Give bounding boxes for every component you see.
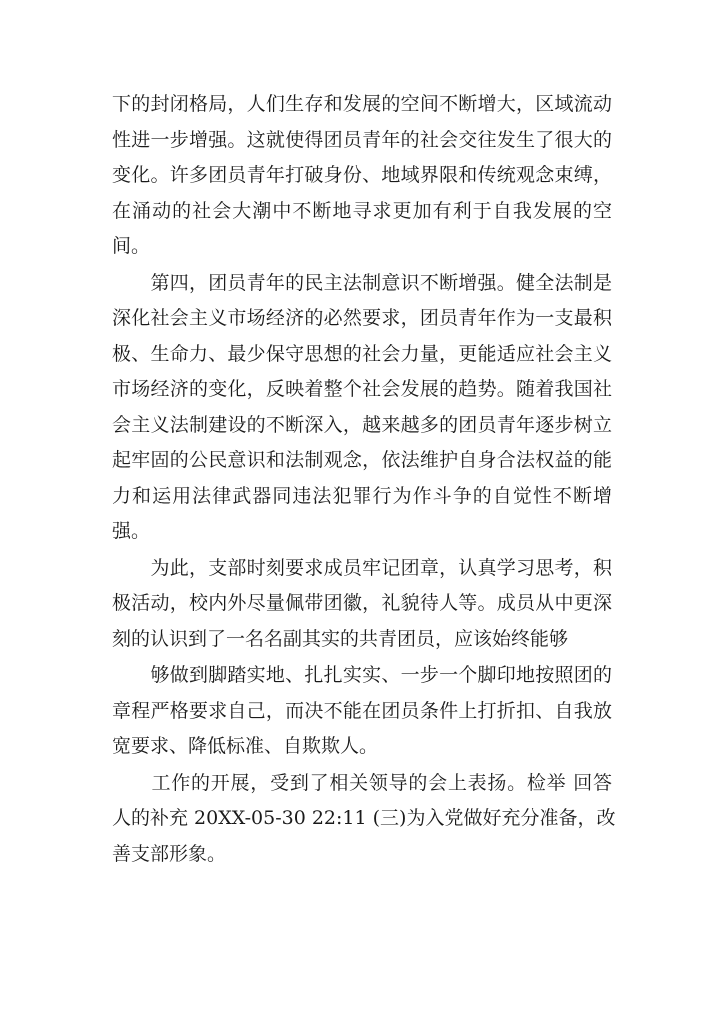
paragraph-5 <box>112 766 616 873</box>
text-line: 间。 <box>112 235 151 257</box>
text-line: 性进一步增强。这就使得团员青年的社会交往发生了很大的 <box>112 128 612 151</box>
text-line: 力和运用法律武器同违法犯罪行为作斗争的自觉性不断增 <box>112 484 612 507</box>
text-line: 章程严格要求自己，而决不能在团员条件上打折扣、自我放 <box>112 699 612 722</box>
document-body <box>112 87 616 872</box>
paragraph-3 <box>112 551 612 658</box>
text-line: 极、生命力、最少保守思想的社会力量，更能适应社会主义 <box>112 342 612 365</box>
text-line: 人的补充 20XX-05-30 22:11 (三)为入党做好充分准备，改 <box>112 807 616 829</box>
paragraph-4 <box>112 658 612 765</box>
text-line: 工作的开展，受到了相关领导的会上表扬。检举 回答 <box>112 771 612 794</box>
text-line: 会主义法制建设的不断深入，越来越多的团员青年逐步树立 <box>112 413 612 436</box>
text-line: 刻的认识到了一名名副其实的共青团员，应该始终能够 <box>112 627 569 650</box>
text-line: 够做到脚踏实地、扎扎实实、一步一个脚印地按照团的 <box>112 664 612 686</box>
text-line: 为此，支部时刻要求成员牢记团章，认真学习思考，积 <box>112 556 612 579</box>
text-line: 善支部形象。 <box>112 842 227 865</box>
text-line: 下的封闭格局，人们生存和发展的空间不断增大，区域流动 <box>112 93 612 115</box>
text-line: 第四，团员青年的民主法制意识不断增强。健全法制是 <box>112 271 612 294</box>
text-line: 市场经济的变化，反映着整个社会发展的趋势。随着我国社 <box>112 378 612 400</box>
paragraph-1 <box>112 87 612 265</box>
text-line: 深化社会主义市场经济的必然要求，团员青年作为一支最积 <box>112 307 612 329</box>
text-line: 宽要求、降低标准、自欺欺人。 <box>112 735 379 757</box>
text-line: 在涌动的社会大潮中不断地寻求更加有利于自我发展的空 <box>112 199 612 222</box>
text-line: 极活动，校内外尽量佩带团徽，礼貌待人等。成员从中更深 <box>112 592 612 614</box>
text-line: 变化。许多团员青年打破身份、地域界限和传统观念束缚， <box>112 164 612 186</box>
paragraph-2 <box>112 266 612 550</box>
text-line: 强。 <box>112 520 151 542</box>
text-line: 起牢固的公民意识和法制观念，依法维护自身合法权益的能 <box>112 449 612 471</box>
